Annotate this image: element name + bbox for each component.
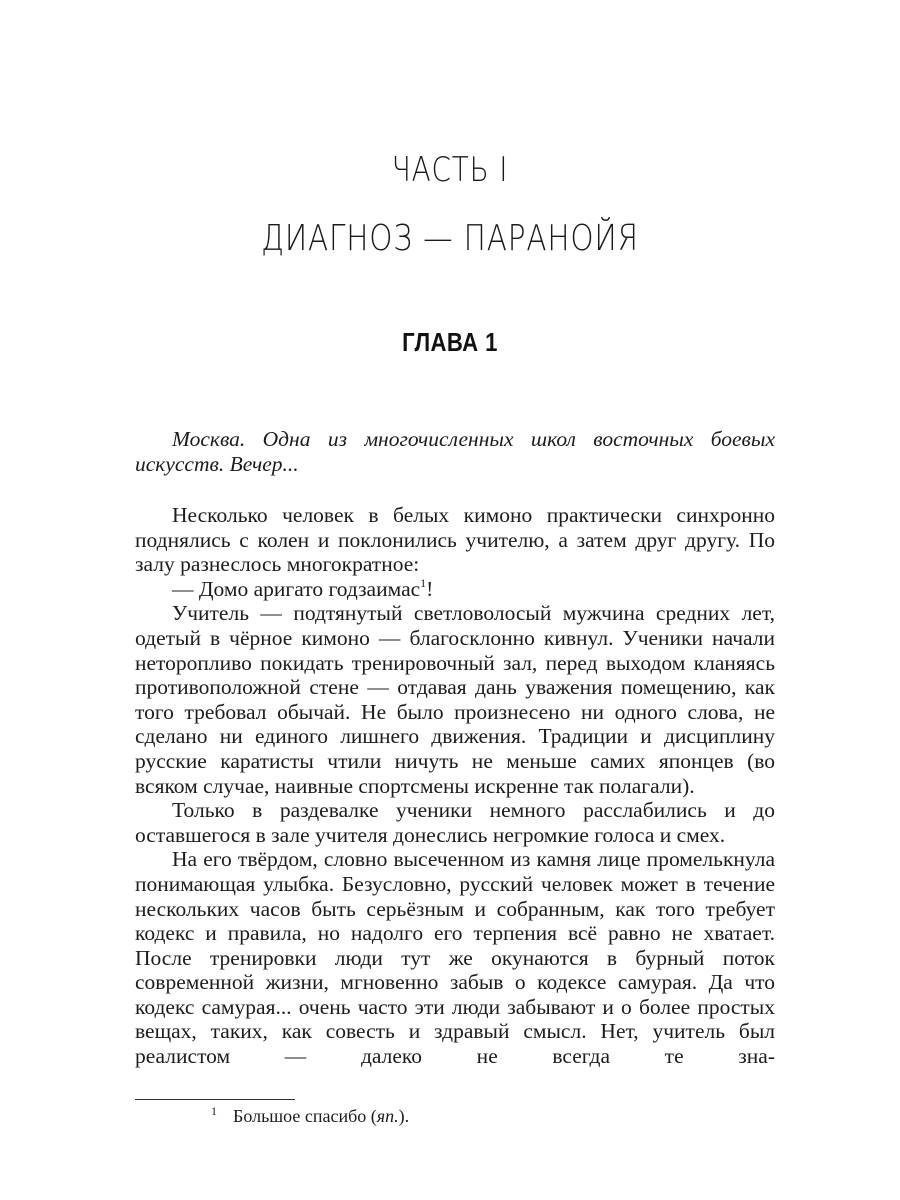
footnote-text: [233, 1106, 409, 1126]
footnote-divider: [135, 1099, 295, 1100]
footnote: [135, 1104, 775, 1127]
footnote-text-end: ).: [398, 1106, 410, 1126]
footnote-number: 1: [211, 1104, 217, 1118]
dialogue-text: — Домо аригато годзаимас: [172, 576, 421, 601]
paragraph: Несколько человек в белых кимоно практически синхронно поднялись с колен и поклонились учителю, а затем друг другу. По залу разнеслось многократное:: [135, 503, 775, 577]
epigraph-text: Москва. Одна из многочисленных школ восточных боевых искусств. Вечер...: [135, 427, 775, 476]
paragraph: Учитель — подтянутый светловолосый мужчина средних лет, одетый в чёрное кимоно — благосклонно кивнул. Ученики начали неторопливо покидать тренировочный зал, перед выходом кланяясь противоположной стене — отдавая дань уважения помещению, как того требовал обычай. Не было произнесено ни одного слова, не сделано ни единого лишнего движения. Традиции и дисциплину русские каратисты чтили ничуть не меньше самих японцев (во всяком случае, наивные спортсмены искренне так полагали).: [135, 601, 775, 798]
main-text: [135, 503, 775, 1069]
footnote-abbrev: яп.: [376, 1106, 399, 1126]
dialogue-end: !: [426, 576, 434, 601]
footnote-marker: 1: [420, 575, 427, 590]
footnote-text-start: Большое спасибо (: [233, 1106, 377, 1126]
paragraph: Только в раздевалке ученики немного расслабились и до оставшегося в зале учителя донеслись негромкие голоса и смех.: [135, 798, 775, 847]
paragraph: На его твёрдом, словно высеченном из камня лице промелькнула понимающая улыбка. Безусловно, русский человек может в течение нескольких часов быть серьёзным и собранным, как того требует кодекс и правила, но надолго его терпения всё равно не хватает. После тренировки люди тут же окунаются в бурный поток современной жизни, мгновенно забыв о кодексе самурая. Да что кодекс самурая... очень часто эти люди забывают и о более простых вещах, таких, как совесть и здравый смысл. Нет, учитель был реалистом — далеко не всегда те зна-: [135, 847, 775, 1069]
part-title: ЧАСТЬ I: [391, 150, 509, 190]
paragraph-dialogue: [135, 577, 775, 602]
book-title: ДИАГНОЗ — ПАРАНОЙЯ: [261, 218, 639, 259]
chapter-title: ГЛАВА 1: [402, 327, 498, 357]
epigraph: [135, 427, 775, 476]
